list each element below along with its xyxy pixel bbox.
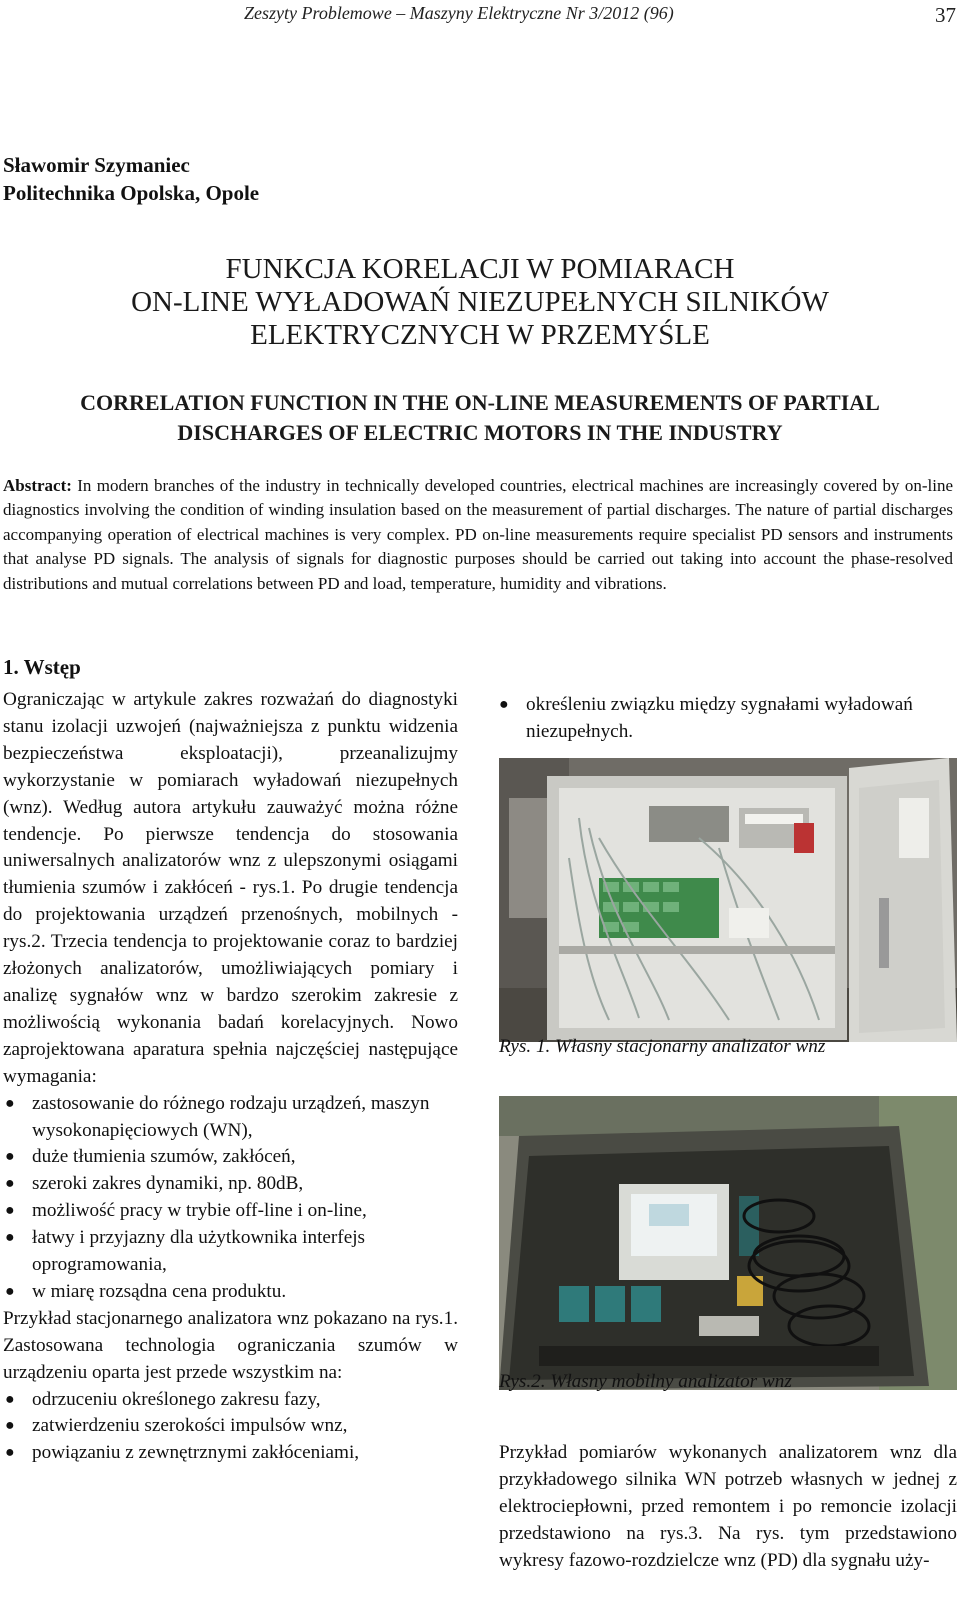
author-block (3, 151, 259, 207)
bullet-icon: ● (499, 696, 509, 713)
figure-1-caption: Rys. 1. Własny stacjonarny analizator wnz (499, 1036, 826, 1057)
stationary-analyzer-image (499, 758, 957, 1042)
title-pl-line: FUNKCJA KORELACJI W POMIARACH (225, 253, 735, 285)
list-item: ● określeniu związku między sygnałami wyładowań niezupełnych. (499, 694, 913, 742)
figure-2-caption: Rys.2. Własny mobilny analizator wnz (499, 1371, 792, 1392)
author-name: Sławomir Szymaniec (3, 153, 190, 177)
bullet-icon: ● (5, 1444, 15, 1462)
mobile-analyzer-image (499, 1096, 957, 1390)
title-en-line: DISCHARGES OF ELECTRIC MOTORS IN THE INDUSTRY (177, 420, 783, 445)
noise-reduction-list-continued (497, 692, 957, 746)
title-pl-line: ON-LINE WYŁADOWAŃ NIEZUPEŁNYCH SILNIKÓW (131, 286, 829, 318)
bullet-icon: ● (5, 1094, 15, 1112)
list-item: ● odrzuceniu określonego zakresu fazy, (3, 1387, 458, 1414)
title-english (0, 388, 960, 448)
author-affiliation: Politechnika Opolska, Opole (3, 181, 260, 205)
right-column-top (497, 692, 957, 746)
bullet-icon: ● (5, 1229, 15, 1247)
noise-reduction-list (3, 1387, 458, 1468)
list-item: ● powiązaniu z zewnętrznymi zakłóceniami, (3, 1440, 458, 1467)
running-head (0, 3, 960, 29)
figure-1-photo (499, 758, 957, 1042)
title-en-line: CORRELATION FUNCTION IN THE ON-LINE MEASUREMENTS OF PARTIAL (80, 390, 880, 415)
bullet-icon: ● (5, 1282, 15, 1300)
left-column (3, 653, 458, 1467)
figure-2-photo (499, 1096, 957, 1390)
page-number: 37 (935, 3, 956, 27)
list-item: ● możliwość pracy w trybie off-line i on-line, (3, 1198, 458, 1225)
title-pl-line: ELEKTRYCZNYCH W PRZEMYŚLE (250, 319, 710, 351)
list-item: ● łatwy i przyjazny dla użytkownika interfejs oprogramowania, (5, 1227, 366, 1276)
list-item: ● zatwierdzeniu szerokości impulsów wnz, (3, 1413, 458, 1440)
list-item: ● duże tłumienia szumów, zakłóceń, (3, 1144, 458, 1171)
list-item: ● zastosowanie do różnego rodzaju urządzeń, maszyn wysokonapięciowych (WN), (5, 1092, 430, 1141)
bullet-icon: ● (5, 1148, 15, 1166)
abstract-text: In modern branches of the industry in technically developed countries, electrical machines are increasingly covered by on-line diagnostics involving the condition of winding insulation based on the measurement of partial discharges. The nature of partial discharges accompanying operation of electrical machines is very complex. PD on-line measurements require specialist PD sensors and instruments that analyse PD signals. The analysis of signals for diagnostic purposes should be carried out taking into account the phase-resolved distributions and mutual correlations between PD and load, temperature, humidity and vibrations. (3, 476, 953, 593)
list-item: ● szeroki zakres dynamiki, np. 80dB, (3, 1171, 458, 1198)
bullet-icon: ● (5, 1175, 15, 1193)
measurement-paragraph: Przykład pomiarów wykonanych analizatorem wnz dla przykładowego silnika WN potrzeb własnych w jednej z elektrociepłowni, przed remontem i po remoncie izolacji przedstawiono na rys.3. Na rys. tym przedstawiono wykresy fazowo-rozdzielcze wnz (PD) dla sygnału uży- (499, 1442, 957, 1571)
abstract-label: Abstract: (3, 476, 72, 495)
requirements-list (3, 1091, 458, 1306)
bullet-icon: ● (5, 1417, 15, 1435)
intro-paragraph: Ograniczając w artykule zakres rozważań do diagnostyki stanu izolacji uzwojeń (najważniejsza z punktu widzenia bezpieczeństwa eksploatacji), przeanalizujmy wykorzystanie w pomiarach wyładowań niezupełnych (wnz). Według autora artykułu zauważyć można różne tendencje. Po pierwsze tendencja do stosowania uniwersalnych analizatorów wnz z ulepszonymi osiągami tłumienia szumów i zakłóceń - rys.1. Po drugie tendencja do projektowania urządzeń przenośnych, mobilnych - rys.2. Trzecia tendencja to projektowanie coraz to bardziej złożonych analizatorów, umożliwiających pomiary i analizę sygnałów wnz w bardzo szerokim zakresie z możliwością wykonania badań korelacyjnych. Nowo zaprojektowana aparatura spełnia najczęściej następujące wymagania: (3, 689, 458, 1087)
title-polish (0, 253, 960, 352)
abstract (3, 474, 953, 596)
journal-name: Zeszyty Problemowe – Maszyny Elektryczne Nr 3/2012 (96) (244, 3, 674, 23)
bullet-icon: ● (5, 1202, 15, 1220)
example-paragraph: Przykład stacjonarnego analizatora wnz pokazano na rys.1. Zastosowana technologia ograniczania szumów w urządzeniu oparta jest przede wszystkim na: (3, 1307, 458, 1383)
list-item: ● w miarę rozsądna cena produktu. (3, 1279, 458, 1306)
bullet-icon: ● (5, 1390, 15, 1408)
section-heading: 1. Wstęp (3, 655, 81, 679)
